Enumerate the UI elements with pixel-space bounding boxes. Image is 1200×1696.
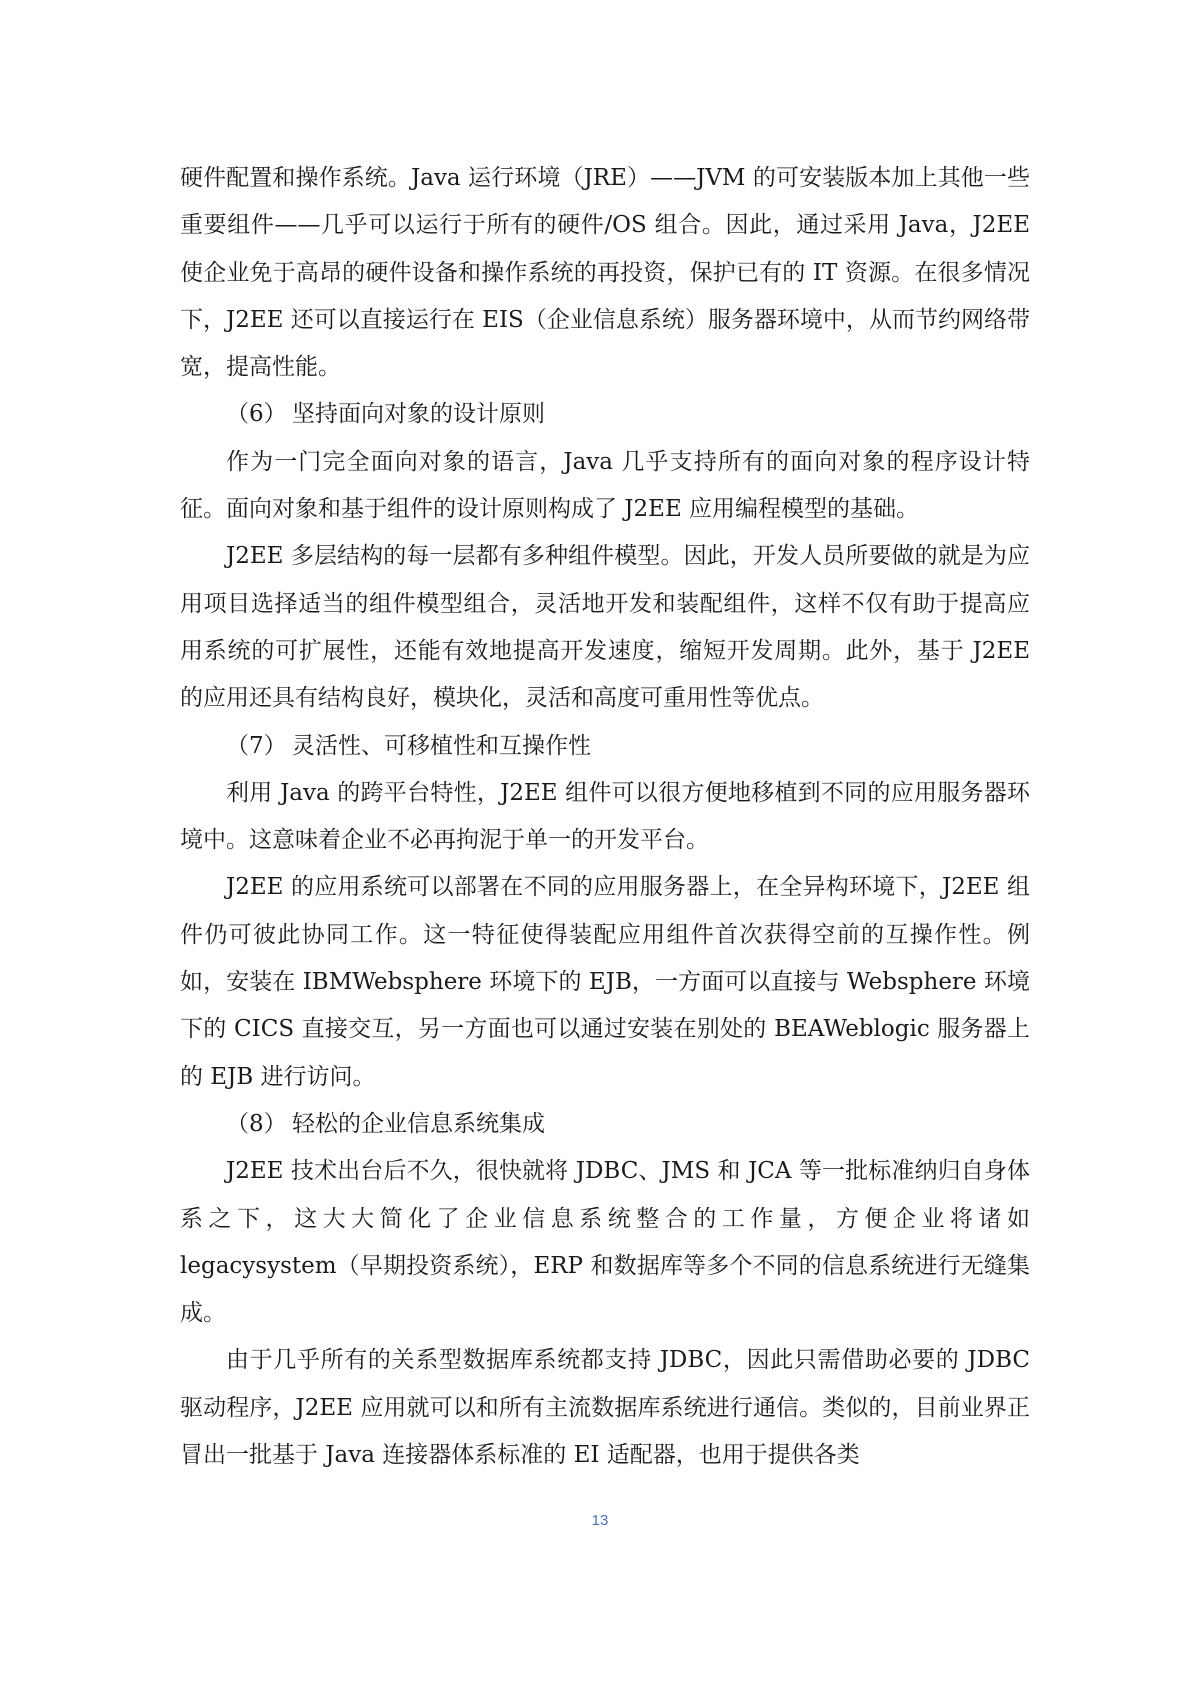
- paragraph: 硬件配置和操作系统。Java 运行环境（JRE）——JVM 的可安装版本加上其他一些重要组件——几乎可以运行于所有的硬件/OS 组合。因此，通过采用 Java，J2EE 使企业免于高昂的硬件设备和操作系统的再投资，保护已有的 IT 资源。在很多情况下，J2EE 还可以直接运行在 EIS（企业信息系统）服务器环境中，从而节约网络带宽，提高性能。: [180, 165, 1030, 381]
- paragraph: 作为一门完全面向对象的语言，Java 几乎支持所有的面向对象的程序设计特征。面向对象和基于组件的设计原则构成了 J2EE 应用编程模型的基础。: [180, 448, 1030, 523]
- section-heading: [180, 723, 1030, 770]
- section-number: （7）: [226, 732, 287, 759]
- section-number: （6）: [226, 401, 287, 428]
- section-heading: [180, 1101, 1030, 1148]
- paragraph: 由于几乎所有的关系型数据库系统都支持 JDBC，因此只需借助必要的 JDBC 驱动程序，J2EE 应用就可以和所有主流数据库系统进行通信。类似的，目前业界正冒出一批基于 Java 连接器体系标准的 EI 适配器，也用于提供各类: [180, 1347, 1031, 1469]
- section-title: 坚持面向对象的设计原则: [292, 401, 545, 428]
- section-title: 灵活性、可移植性和互操作性: [292, 732, 591, 759]
- section-title: 轻松的企业信息系统集成: [292, 1110, 545, 1137]
- paragraph: J2EE 的应用系统可以部署在不同的应用服务器上，在全异构环境下，J2EE 组件仍可彼此协同工作。这一特征使得装配应用组件首次获得空前的互操作性。例如，安装在 IBMWebsphere 环境下的 EJB，一方面可以直接与 Websphere 环境下的 CICS 直接交互，另一方面也可以通过安装在别处的 BEAWeblogic 服务器上的 EJB 进行访问。: [180, 874, 1030, 1090]
- body-text: [180, 155, 1030, 1479]
- paragraph: J2EE 多层结构的每一层都有多种组件模型。因此，开发人员所要做的就是为应用项目选择适当的组件模型组合，灵活地开发和装配组件，这样不仅有助于提高应用系统的可扩展性，还能有效地提高开发速度，缩短开发周期。此外，基于 J2EE 的应用还具有结构良好，模块化，灵活和高度可重用性等优点。: [180, 543, 1030, 712]
- section-number: （8）: [226, 1110, 287, 1137]
- page-number: 13: [591, 1512, 609, 1529]
- paragraph: J2EE 技术出台后不久，很快就将 JDBC、JMS 和 JCA 等一批标准纳归自身体系之下，这大大简化了企业信息系统整合的工作量，方便企业将诸如 legacysystem（早期投资系统），ERP 和数据库等多个不同的信息系统进行无缝集成。: [180, 1158, 1030, 1327]
- paragraph: 利用 Java 的跨平台特性，J2EE 组件可以很方便地移植到不同的应用服务器环境中。这意味着企业不必再拘泥于单一的开发平台。: [180, 779, 1030, 854]
- section-heading: [180, 391, 1030, 438]
